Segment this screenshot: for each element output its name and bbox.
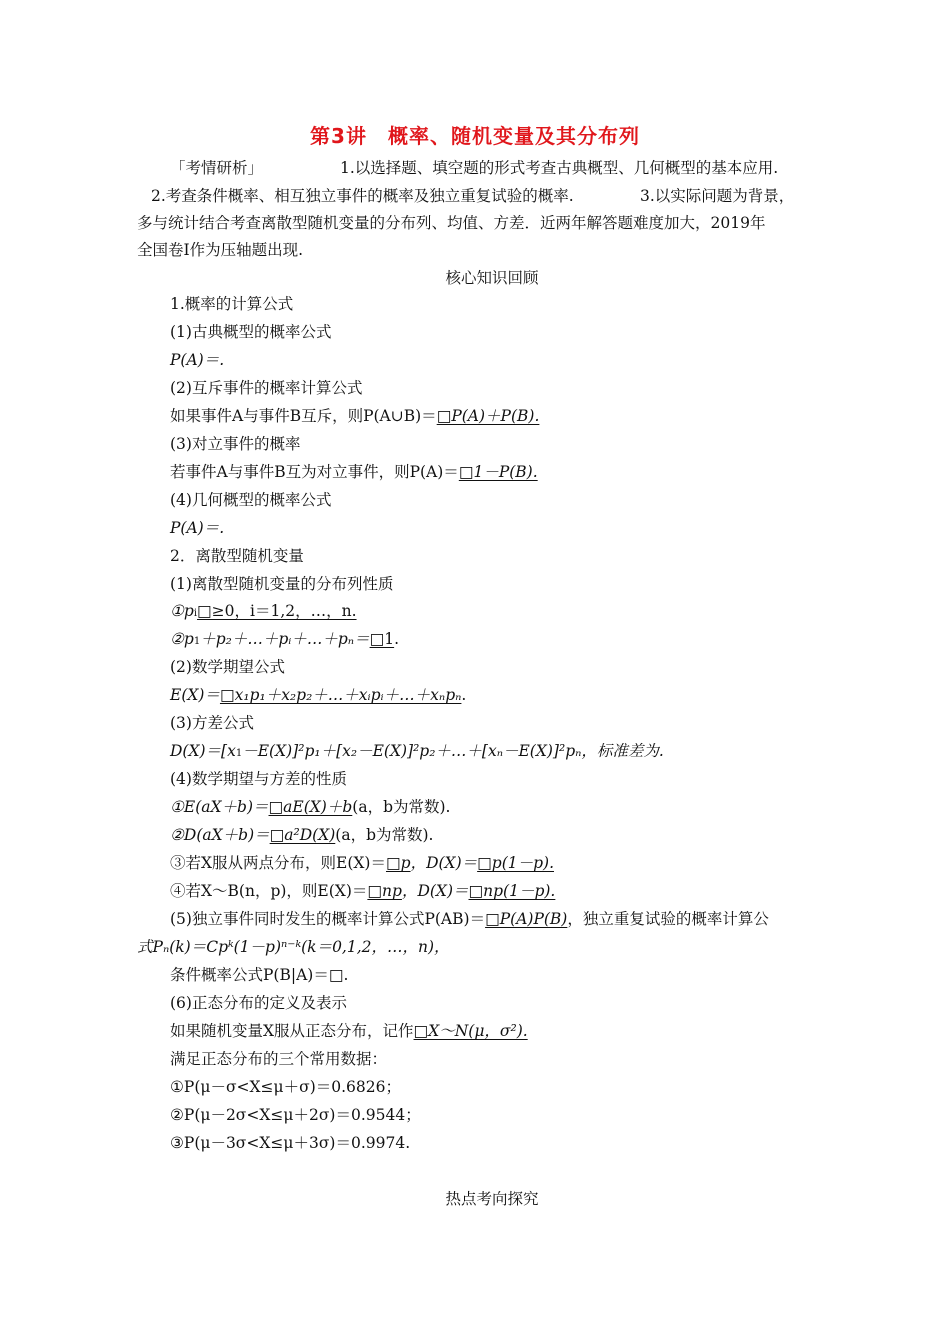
intro-item-1: 1.以选择题、填空题的形式考查古典概型、几何概型的基本应用. <box>340 159 779 177</box>
text-segment: ，D(X)＝ <box>401 882 469 900</box>
formula-line <box>170 629 399 652</box>
formula-line <box>170 406 539 426</box>
formula-line <box>170 601 357 624</box>
text-segment: ①p <box>170 602 194 620</box>
text-segment: 如果事件A与事件B互斥，则P(A∪B)＝ <box>170 407 437 425</box>
formula-line <box>170 1021 528 1041</box>
text-segment: ，独立重复试验的概率计算公 <box>567 910 769 928</box>
text-line: (4)数学期望与方差的性质 <box>170 770 347 788</box>
text-segment: 如果随机变量X服从正态分布，记作 <box>170 1022 414 1040</box>
text-line: (3)方差公式 <box>170 714 254 732</box>
answer-blank: □x₁p₁＋x₂p₂＋…＋xᵢpᵢ＋…＋xₙpₙ <box>219 686 462 704</box>
formula-line: ②P(μ－2σ<X≤μ＋2σ)＝0.9544； <box>170 1106 421 1124</box>
page-title: 第3讲 概率、随机变量及其分布列 <box>310 124 640 148</box>
intro-item-3-end: 全国卷Ⅰ作为压轴题出现. <box>137 241 304 259</box>
formula-line <box>170 741 664 764</box>
section-heading-hot: 热点考向探究 <box>445 1190 539 1208</box>
text-segment: E(X)＝ <box>170 686 220 704</box>
text-line: (1)古典概型的概率公式 <box>170 323 332 341</box>
answer-blank: □X～N(μ，σ²). <box>413 1022 528 1040</box>
text-segment: ＋p₂＋…＋pᵢ＋…＋pₙ＝ <box>200 630 370 648</box>
text-line: (3)对立事件的概率 <box>170 435 301 453</box>
formula-line <box>170 881 555 901</box>
formula-line <box>137 937 450 957</box>
text-segment: ④若X～B(n，p)，则E(X)＝ <box>170 882 368 900</box>
text-segment: D(X)＝[x <box>170 742 236 760</box>
answer-blank: □1－P(B). <box>458 463 538 481</box>
text-segment: 若事件A与事件B互为对立事件，则P(A)＝ <box>170 463 459 481</box>
subscript-1: 1 <box>193 636 201 647</box>
formula-line <box>170 797 450 817</box>
answer-blank: □a²D(X) <box>269 826 336 844</box>
text-segment: ②D(aX＋b)＝ <box>170 826 270 844</box>
text-line: (1)离散型随机变量的分布列性质 <box>170 575 394 593</box>
intro-item-3: 3.以实际问题为背景， <box>640 187 795 205</box>
formula-line: P(A)＝. <box>170 351 225 369</box>
answer-blank: □aE(X)＋b <box>268 798 353 816</box>
text-line: (2)互斥事件的概率计算公式 <box>170 379 363 397</box>
answer-blank: □P(A)P(B) <box>485 910 568 928</box>
text-segment: (a，b为常数). <box>352 798 451 816</box>
subscript-1: 1 <box>235 748 243 759</box>
text-segment: ①E(aX＋b)＝ <box>170 798 269 816</box>
period: . <box>461 686 467 704</box>
period: . <box>394 630 400 648</box>
text-segment: ③若X服从两点分布，则E(X)＝ <box>170 854 386 872</box>
section-heading-core: 核心知识回顾 <box>445 269 539 287</box>
text-line: 1.概率的计算公式 <box>170 295 294 313</box>
answer-blank: □P(A)＋P(B). <box>436 407 540 425</box>
answer-blank: □p <box>385 854 411 872</box>
formula-line: ①P(μ－σ<X≤μ＋σ)＝0.6826； <box>170 1078 401 1096</box>
formula-line <box>170 825 433 845</box>
formula-line: P(A)＝. <box>170 519 225 537</box>
subscript-i: i <box>193 608 198 619</box>
text-line: (4)几何概型的概率公式 <box>170 491 332 509</box>
text-segment: 式P <box>137 938 163 956</box>
formula-line <box>170 685 466 705</box>
formula-line <box>170 909 769 929</box>
text-line: 满足正态分布的三个常用数据： <box>170 1050 388 1068</box>
formula-line: 条件概率公式P(B|A)＝□. <box>170 966 349 984</box>
intro-item-3-cont: 多与统计结合考查离散型随机变量的分布列、均值、方差．近两年解答题难度加大，2019年 <box>137 214 766 232</box>
answer-blank: □p(1－p). <box>477 854 554 872</box>
text-segment: ₙ(k)＝Cpᵏ(1－p)ⁿ⁻ᵏ(k＝0,1,2，…，n)， <box>162 938 450 956</box>
text-line: (6)正态分布的定义及表示 <box>170 994 347 1012</box>
text-segment: (a，b为常数). <box>335 826 434 844</box>
formula-line: ③P(μ－3σ<X≤μ＋3σ)＝0.9974. <box>170 1134 411 1152</box>
answer-blank: □1 <box>369 630 395 648</box>
intro-label: 「考情研析」 <box>170 159 264 177</box>
answer-blank: □np <box>367 882 402 900</box>
text-segment: (5)独立事件同时发生的概率计算公式P(AB)＝ <box>170 910 486 928</box>
text-line: (2)数学期望公式 <box>170 658 285 676</box>
text-segment: ，D(X)＝ <box>410 854 478 872</box>
intro-item-2: 2.考查条件概率、相互独立事件的概率及独立重复试验的概率. <box>151 187 574 205</box>
text-segment: ②p <box>170 630 194 648</box>
text-line: 2．离散型随机变量 <box>170 547 304 565</box>
formula-line <box>170 462 538 482</box>
text-segment: －E(X)]²p₁＋[x₂－E(X)]²p₂＋…＋[xₙ－E(X)]²pₙ，标准差为. <box>242 742 664 760</box>
formula-line <box>170 853 554 873</box>
answer-blank: □≥0，i＝1,2，…，n. <box>197 602 357 620</box>
answer-blank: □np(1－p). <box>468 882 556 900</box>
